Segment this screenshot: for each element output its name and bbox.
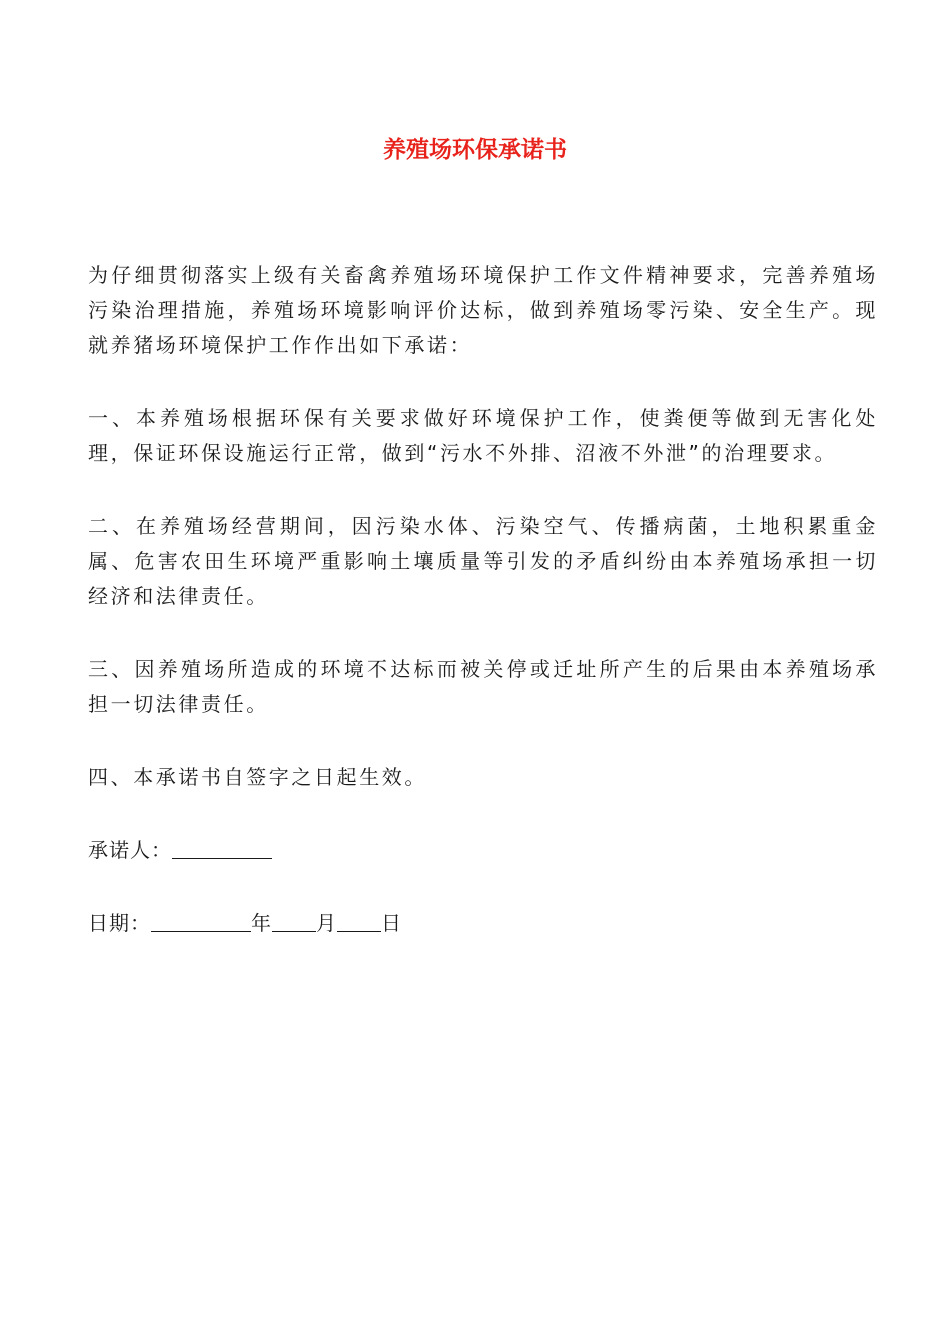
month-suffix: 月 xyxy=(316,911,337,935)
clause-3-paragraph: 三、因养殖场所造成的环境不达标而被关停或迁址所产生的后果由本养殖场承担一切法律责任。 xyxy=(88,657,878,716)
clause-4-paragraph: 四、本承诺书自签字之日起生效。 xyxy=(88,765,427,789)
clause-2-paragraph: 二、在养殖场经营期间，因污染水体、污染空气、传播病菌，土地积累重金属、危害农田生环境严重影响土壤质量等引发的矛盾纠纷由本养殖场承担一切经济和法律责任。 xyxy=(88,514,878,608)
document-title: 养殖场环保承诺书 xyxy=(383,137,567,163)
intro-paragraph: 为仔细贯彻落实上级有关畜禽养殖场环境保护工作文件精神要求，完善养殖场污染治理措施，养殖场环境影响评价达标，做到养殖场零污染、安全生产。现就养猪场环境保护工作作出如下承诺： xyxy=(88,263,878,357)
date-year-blank xyxy=(151,909,251,932)
date-row xyxy=(88,906,878,941)
promisor-row xyxy=(88,833,878,868)
document-body xyxy=(88,258,878,941)
day-suffix: 日 xyxy=(381,911,402,935)
clause-1-paragraph: 一、本养殖场根据环保有关要求做好环境保护工作，使粪便等做到无害化处理，保证环保设施运行正常，做到“污水不外排、沼液不外泄”的治理要求。 xyxy=(88,406,878,465)
promisor-label: 承诺人： xyxy=(88,838,172,862)
date-day-blank xyxy=(337,909,381,932)
year-suffix: 年 xyxy=(251,911,272,935)
date-month-blank xyxy=(272,909,316,932)
date-label: 日期： xyxy=(88,911,151,935)
promisor-signature-blank xyxy=(172,836,272,859)
